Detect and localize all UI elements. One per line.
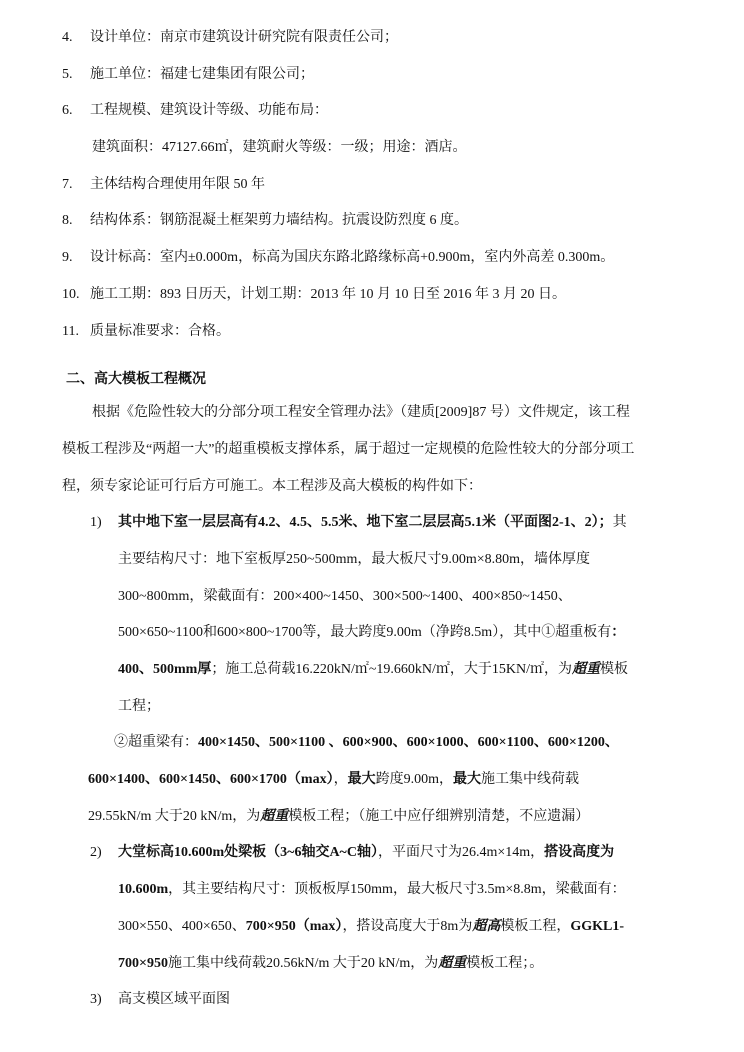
- list-number: 8.: [62, 213, 73, 229]
- text-segment: 模板工程；（施工中应仔细辨别清楚，不应遗漏）: [288, 808, 590, 824]
- line-text: [118, 693, 160, 721]
- text-segment: 高支模区域平面图: [118, 992, 230, 1008]
- text-segment: 跨度9.00m，: [375, 772, 453, 788]
- emphasized-text: 10.600m: [118, 882, 169, 898]
- text-segment: 施工单位：福建七建集团有限公司；: [90, 66, 314, 82]
- document-page: [0, 24, 744, 1023]
- text-segment: ，其主要结构尺寸：顶板板厚150mm，最大板尺寸3.5m×8.8m，梁截面有：: [168, 882, 626, 898]
- emphasized-text: ：: [611, 625, 626, 641]
- text-line: [0, 619, 744, 656]
- line-text: [90, 24, 398, 52]
- text-line: [0, 61, 744, 98]
- text-segment: 施工集中线荷载20.56kN/m 大于20 kN/m，为: [167, 955, 439, 971]
- text-segment: 300×550、400×650、: [118, 918, 246, 934]
- text-line: [0, 24, 744, 61]
- line-text: [90, 281, 566, 309]
- list-number: 7.: [62, 176, 73, 192]
- list-number: 3): [90, 992, 102, 1008]
- text-line: [0, 97, 744, 134]
- text-line: [0, 436, 744, 473]
- text-segment: 根据《危险性较大的分部分项工程安全管理办法》（建质[2009]87 号）文件规定，该工程: [92, 405, 630, 421]
- line-text: [90, 97, 328, 125]
- text-line: [0, 583, 744, 620]
- section-heading: [0, 366, 744, 399]
- text-segment: 施工集中线荷载: [481, 772, 579, 788]
- text-line: [0, 318, 744, 355]
- text-segment: 模板工程涉及“两超一大”的超重模板支撑体系，属于超过一定规模的危险性较大的分部分项工: [62, 441, 635, 457]
- line-text: [118, 913, 624, 941]
- text-line: [0, 207, 744, 244]
- list-number: 6.: [62, 103, 73, 119]
- text-line: [0, 171, 744, 208]
- text-segment: 施工工期：893 日历天，计划工期：2013 年 10 月 10 日至 2016 年 3 月 20 日。: [90, 286, 566, 302]
- text-segment: 29.55kN/m 大于20 kN/m，为: [88, 808, 261, 824]
- text-segment: ，平面尺寸为26.4m×14m，: [377, 845, 545, 861]
- text-line: [0, 281, 744, 318]
- emphasized-text: 超重: [260, 808, 289, 824]
- line-text: [62, 436, 634, 464]
- emphasized-text: 最大: [347, 772, 376, 788]
- text-segment: 质量标准要求：合格。: [90, 323, 230, 339]
- line-text: [90, 318, 230, 346]
- emphasized-text: 400×1450、500×1100 、600×900、600×1000、600×1100、600×1200、: [198, 735, 619, 751]
- emphasized-text: GGKL1-: [570, 918, 624, 934]
- line-text: [92, 399, 630, 427]
- line-text: [90, 171, 265, 199]
- text-line: [0, 399, 744, 436]
- text-segment: ，: [333, 772, 348, 788]
- text-segment: 主体结构合理使用年限 50 年: [90, 176, 265, 192]
- text-segment: 建筑面积：47127.66㎡，建筑耐火等级：一级；用途：酒店。: [92, 140, 467, 156]
- line-text: [118, 876, 626, 904]
- text-line: [0, 729, 744, 766]
- text-segment: ；施工总荷载16.220kN/㎡~19.660kN/㎡，大于15KN/㎡，为: [211, 662, 573, 677]
- text-segment: 程，须专家论证可行后方可施工。本工程涉及高大模板的构件如下：: [62, 478, 482, 494]
- text-line: [0, 986, 744, 1023]
- emphasized-text: 400、500mm厚: [118, 662, 212, 677]
- text-segment: 工程；: [118, 698, 160, 714]
- text-line: [0, 509, 744, 546]
- emphasized-text: 700×950: [118, 955, 168, 971]
- text-segment: 主要结构尺寸：地下室板厚250~500mm，最大板尺寸9.00m×8.80m，墙体厚度: [118, 551, 591, 567]
- line-text: [118, 986, 230, 1014]
- emphasized-text: 最大: [453, 772, 481, 788]
- text-segment: 模板工程；。: [466, 955, 544, 971]
- list-number: 1): [90, 515, 102, 531]
- line-text: [118, 509, 627, 537]
- text-segment: 500×650~1100和600×800~1700等，最大跨度9.00m（净跨8.5m），其中①超重板有: [118, 625, 612, 641]
- text-segment: 工程规模、建筑设计等级、功能布局：: [90, 103, 328, 119]
- text-line: [0, 656, 744, 693]
- list-number: 9.: [62, 250, 73, 266]
- line-text: [62, 473, 482, 501]
- text-segment: 结构体系：钢筋混凝土框架剪力墙结构。抗震设防烈度 6 度。: [90, 213, 468, 229]
- list-number: 2): [90, 845, 102, 861]
- emphasized-text: 超重: [572, 662, 601, 677]
- line-text: [118, 583, 572, 611]
- line-text: [90, 61, 314, 89]
- text-segment: ，搭设高度大于8m为: [342, 918, 473, 934]
- text-segment: 设计标高：室内±0.000m，标高为国庆东路北路缘标高+0.900m，室内外高差 0.300m。: [90, 250, 615, 266]
- emphasized-text: 700×950（max）: [245, 918, 343, 934]
- text-line: [0, 473, 744, 510]
- text-line: [0, 766, 744, 803]
- text-segment: 模板工程，: [500, 918, 571, 934]
- text-line: [0, 839, 744, 876]
- emphasized-text: 超高: [472, 918, 501, 934]
- list-number: 5.: [62, 66, 73, 82]
- line-text: [90, 207, 468, 235]
- line-text: [118, 656, 628, 684]
- list-number: 11.: [62, 323, 79, 339]
- line-text: [92, 134, 467, 162]
- line-text: [118, 950, 543, 978]
- line-text: [118, 619, 625, 647]
- line-text: [118, 546, 590, 574]
- line-text: [90, 244, 614, 272]
- line-text: [114, 729, 619, 757]
- emphasized-text: 超重: [438, 955, 467, 971]
- text-segment: ②超重梁有：: [114, 735, 198, 751]
- text-line: [0, 913, 744, 950]
- text-line: [0, 950, 744, 987]
- emphasized-text: 其中地下室一层层高有4.2、4.5、5.5米、地下室二层层高5.1米（平面图2-1、2）；: [118, 515, 613, 531]
- text-segment: 300~800mm，梁截面有：200×400~1450、300×500~1400、400×850~1450、: [118, 588, 572, 604]
- line-text: [118, 839, 614, 867]
- emphasized-text: 搭设高度为: [544, 845, 615, 861]
- list-number: 10.: [62, 286, 80, 302]
- line-text: [88, 803, 589, 831]
- text-line: [0, 876, 744, 913]
- text-line: [0, 546, 744, 583]
- line-text: [66, 366, 206, 394]
- text-segment: 模板: [600, 662, 629, 677]
- text-line: [0, 803, 744, 840]
- text-segment: 二、高大模板工程概况: [66, 372, 206, 388]
- line-text: [88, 766, 579, 794]
- text-line: [0, 244, 744, 281]
- emphasized-text: 大堂标高10.600m处梁板（3~6轴交A~C轴）: [118, 845, 378, 861]
- emphasized-text: 600×1400、600×1450、600×1700（max）: [88, 772, 334, 788]
- text-segment: 其: [612, 515, 627, 531]
- text-segment: 设计单位：南京市建筑设计研究院有限责任公司；: [90, 30, 398, 45]
- text-line: [0, 134, 744, 171]
- list-number: 4.: [62, 30, 73, 45]
- text-line: [0, 693, 744, 730]
